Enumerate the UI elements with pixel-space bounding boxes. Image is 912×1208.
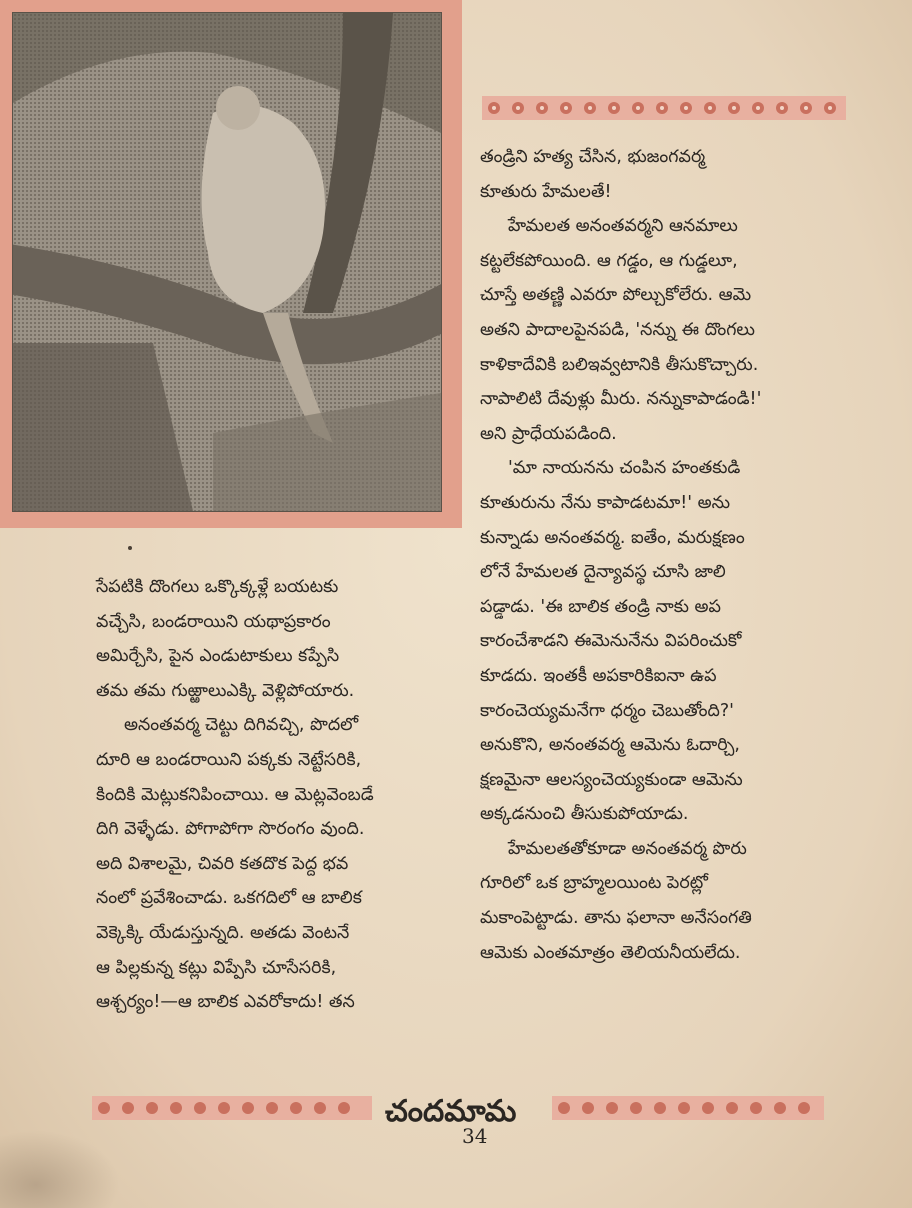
text-line: హేమలత అనంతవర్మని ఆనమాలు <box>508 216 738 237</box>
text-line: మకాంపెట్టాడు. తాను ఫలానా అనేసంగతి <box>480 908 752 929</box>
text-line: దూరి ఆ బండరాయిని పక్కకు నెట్టేసరికి, <box>96 749 362 770</box>
text-line: కూతురు హేమలతే! <box>480 181 612 202</box>
text-line: కున్నాడు అనంతవర్మ. ఐతేం, మరుక్షణం <box>480 527 745 548</box>
text-line: కూడదు. ఇంతకీ అపకారికిఐనా ఉప <box>480 665 717 686</box>
text-line: చూస్తే అతణ్ణి ఎవరూ పోల్చుకోలేరు. ఆమె <box>480 285 752 306</box>
text-line: ఆమెకు ఎంతమాత్రం తెలియనీయలేదు. <box>480 942 741 963</box>
right-text-column <box>480 140 900 970</box>
text-line: కారంచేశాడని ఈమెనునేను విపరించుకో <box>480 631 742 652</box>
text-line: ఆశ్చర్యం!—ఆ బాలిక ఎవరోకాదు! తన <box>96 992 355 1013</box>
text-line: ఆ పిల్లకున్న కట్లు విప్పేసి చూసేసరికి, <box>96 957 337 978</box>
text-line: అది విశాలమై, చివరి కతదొక పెద్ద భవ <box>96 853 349 874</box>
text-line: పడ్డాడు. 'ఈ బాలిక తండ్రి నాకు అప <box>480 596 721 617</box>
text-line: హేమలతతోకూడా అనంతవర్మ పొరు <box>508 838 747 859</box>
illustration-man-on-tree <box>12 12 442 512</box>
left-text-column <box>96 570 456 1020</box>
text-line: తమ తమ గుఱ్ఱాలుఎక్కి వెళ్లిపోయారు. <box>96 680 355 701</box>
bullet-dot <box>128 546 132 550</box>
paper-stain <box>0 1130 120 1208</box>
text-line: అనంతవర్మ చెట్టు దిగివచ్చి, పొదలో <box>124 715 359 736</box>
ornament-band-footer-right <box>552 1096 824 1120</box>
text-line: కూతురును నేను కాపాడటమా!' అను <box>480 492 731 513</box>
text-line: కిందికి మెట్లుకనిపించాయి. ఆ మెట్లవెంబడే <box>96 784 374 805</box>
text-line: 'మా నాయనను చంపిన హంతకుడి <box>508 458 741 479</box>
magazine-title: చందమామ <box>385 1094 517 1129</box>
text-line: నంలో ప్రవేశించాడు. ఒకగదిలో ఆ బాలిక <box>96 888 362 909</box>
text-line: వెక్కెక్కి యేడుస్తున్నది. అతడు వెంటనే <box>96 922 350 943</box>
text-line: క్షణమైనా ఆలస్యంచెయ్యకుండా ఆమెను <box>480 769 743 790</box>
text-line: నాపాలిటి దేవుళ్లు మీరు. నన్నుకాపాడండి!' <box>480 389 762 410</box>
page-number: 34 <box>462 1124 488 1148</box>
text-line: అనుకొని, అనంతవర్మ ఆమెను ఓదార్చి, <box>480 735 740 756</box>
ornament-band-top <box>482 96 846 120</box>
text-line: అక్కడనుంచి తీసుకుపోయాడు. <box>480 804 689 825</box>
text-line: వచ్చేసి, బండరాయిని యథాప్రకారం <box>96 611 331 632</box>
ornament-band-footer-left <box>92 1096 372 1120</box>
text-line: కట్టలేకపోయింది. ఆ గడ్డం, ఆ గుడ్డలూ, <box>480 250 738 271</box>
text-line: అని ప్రాధేయపడింది. <box>480 423 617 444</box>
text-line: అమిర్చేసి, పైన ఎండుటాకులు కప్పేసి <box>96 646 340 667</box>
text-line: తండ్రిని హత్య చేసిన, భుజంగవర్మ <box>480 147 706 167</box>
text-line: గూరిలో ఒక బ్రాహ్మలయింట పెరట్లో <box>480 873 708 894</box>
text-line: సేపటికి దొంగలు ఒక్కొక్కళ్లే బయటకు <box>96 577 339 597</box>
text-line: లోనే హేమలత దైన్యావస్థ చూసి జాలి <box>480 562 726 583</box>
text-line: కాళికాదేవికి బలిఇవ్వటానికి తీసుకొచ్చారు. <box>480 354 759 375</box>
text-line: దిగి వెళ్ళేడు. పోగాపోగా సొరంగం వుంది. <box>96 819 365 840</box>
text-line: కారంచెయ్యమనేగా ధర్మం చెబుతోంది?' <box>480 700 734 721</box>
text-line: అతని పాదాలపైనపడి, 'నన్ను ఈ దొంగలు <box>480 319 755 340</box>
